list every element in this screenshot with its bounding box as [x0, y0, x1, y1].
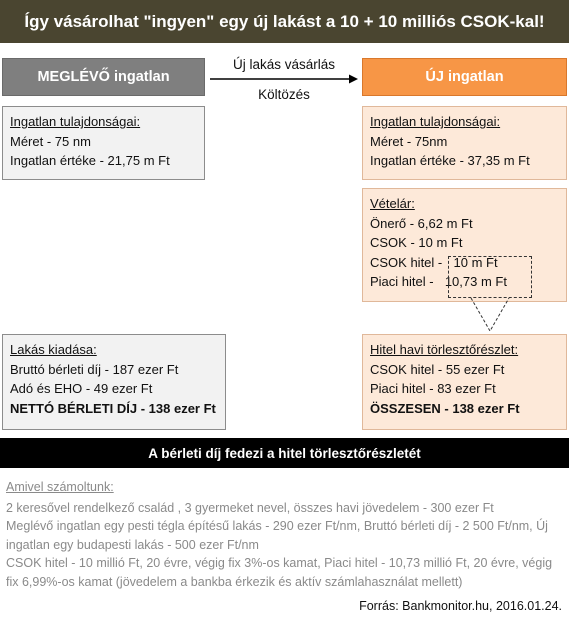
assumptions-notes: [6, 478, 566, 591]
right-arrow-icon: [208, 72, 360, 86]
new-property-header: ÚJ ingatlan: [362, 58, 567, 96]
new-value: Ingatlan értéke - 37,35 m Ft: [370, 153, 530, 168]
existing-property-details: [2, 106, 205, 180]
rental-net-total: NETTÓ BÉRLETI DÍJ - 138 ezer Ft: [10, 400, 216, 416]
existing-props-heading: Ingatlan tulajdonságai:: [10, 114, 141, 129]
price-heading: Vételár:: [370, 196, 415, 211]
price-own-funds: Önerő - 6,62 m Ft: [370, 215, 473, 231]
page-title: Így vásárolhat "ingyen" egy új lakást a 10 + 10 milliós CSOK-kal!: [0, 0, 569, 43]
existing-value: Ingatlan értéke - 21,75 m Ft: [10, 153, 170, 168]
installment-market: Piaci hitel - 83 ezer Ft: [370, 381, 496, 396]
csok-loan-value: 10 m Ft: [453, 254, 498, 270]
rental-heading: Lakás kiadása:: [10, 342, 97, 357]
rental-tax: Adó és EHO - 49 ezer Ft: [10, 381, 153, 396]
new-property-details: [362, 106, 567, 180]
existing-property-header: MEGLÉVŐ ingatlan: [2, 58, 205, 96]
new-props-heading: Ingatlan tulajdonságai:: [370, 114, 501, 129]
down-pointer-icon: [470, 297, 510, 333]
assumptions-heading: Amivel számoltunk:: [6, 480, 114, 494]
arrow-label-purchase: Új lakás vásárlás: [232, 57, 336, 72]
transition-arrow: [208, 53, 360, 108]
csok-loan-label: CSOK hitel -: [370, 254, 443, 270]
new-size: Méret - 75nm: [370, 133, 448, 149]
market-loan-label: Piaci hitel -: [370, 274, 434, 289]
installment-heading: Hitel havi törlesztőrészlet:: [370, 342, 519, 357]
assumption-property: Meglévő ingatlan egy pesti tégla építésű lakás - 290 ezer Ft/nm, Bruttó bérleti díj - 2 500 Ft/nm, Új ingatlan egy budapesti lakás - 500 ezer Ft/nm: [6, 519, 548, 552]
assumption-family: 2 keresővel rendelkező család , 3 gyermeket nevel, összes havi jövedelem - 300 ezer Ft: [6, 500, 494, 515]
conclusion-banner: A bérleti díj fedezi a hitel törlesztőrészletét: [0, 438, 569, 468]
existing-size: Méret - 75 nm: [10, 133, 91, 149]
rental-box: [2, 334, 226, 430]
arrow-label-moving: Költözés: [258, 87, 310, 102]
price-csok: CSOK - 10 m Ft: [370, 235, 463, 250]
source-credit: Forrás: Bankmonitor.hu, 2016.01.24.: [359, 599, 562, 613]
rental-gross: Bruttó bérleti díj - 187 ezer Ft: [10, 361, 179, 377]
assumption-loans: CSOK hitel - 10 millió Ft, 20 évre, végig fix 3%-os kamat, Piaci hitel - 10,73 millió Ft, 20 évre, végig fix 6,99%-os kamat (jövedelem a bankba érkezik és aktív számlahasználat mellett): [6, 556, 553, 589]
market-loan-value: 10,73 m Ft: [444, 274, 507, 289]
installment-total: ÖSSZESEN - 138 ezer Ft: [370, 400, 520, 416]
installment-box: [362, 334, 567, 430]
loan-highlight-outline: [448, 256, 532, 298]
installment-csok: CSOK hitel - 55 ezer Ft: [370, 361, 505, 377]
